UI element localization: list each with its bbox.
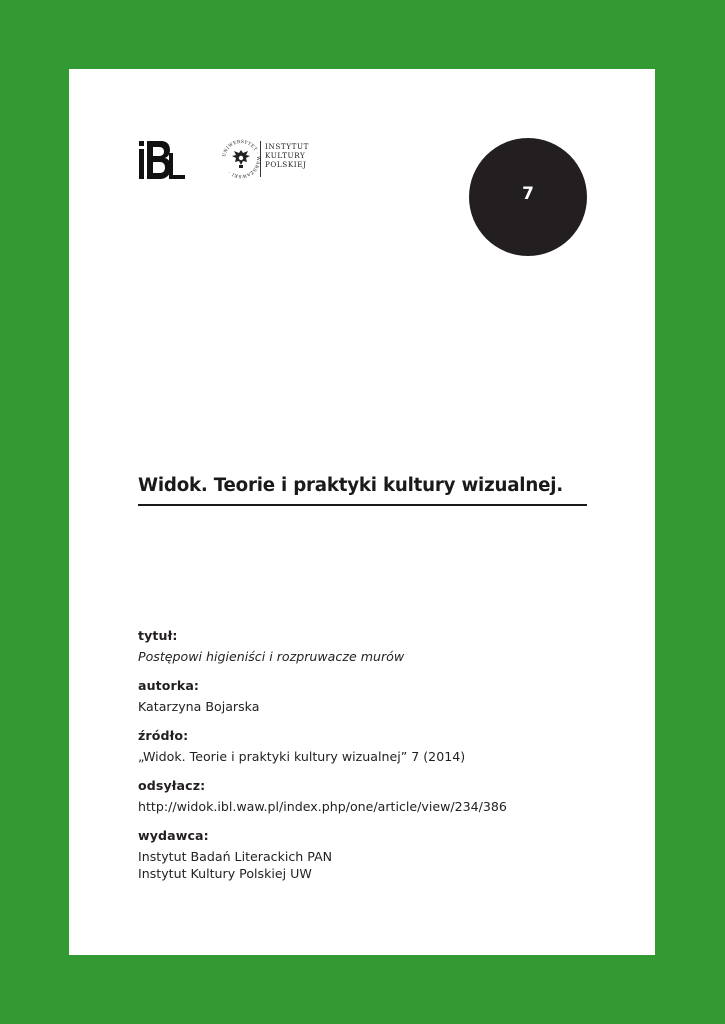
university-institute-logo	[219, 137, 319, 181]
institute-line-3: POLSKIEJ	[265, 159, 307, 169]
document-sheet	[69, 69, 655, 955]
source-label: źródło:	[138, 728, 189, 743]
logo-divider	[260, 141, 261, 177]
title-underline	[138, 504, 587, 506]
source-value: „Widok. Teorie i praktyki kultury wizualnej” 7 (2014)	[138, 749, 466, 764]
title-label: tytuł:	[138, 628, 178, 643]
article-link[interactable]: http://widok.ibl.waw.pl/index.php/one/article/view/234/386	[138, 799, 507, 814]
meta-publisher	[138, 828, 638, 882]
article-metadata	[138, 628, 638, 882]
svg-text:UNIWERSYTET · WARSZAWSKI ·: UNIWERSYTET · WARSZAWSKI ·	[222, 139, 261, 179]
publisher-label: wydawca:	[138, 828, 209, 843]
meta-link	[138, 778, 638, 815]
publisher-line-2: Instytut Kultury Polskiej UW	[138, 866, 312, 881]
meta-author	[138, 678, 638, 715]
institute-name	[265, 143, 309, 169]
meta-source	[138, 728, 638, 765]
ibl-logo	[139, 141, 185, 179]
title-value: Postępowi higieniści i rozpruwacze murów	[138, 649, 405, 664]
link-label: odsyłacz:	[138, 778, 206, 793]
issue-number: 7	[522, 184, 534, 204]
author-value: Katarzyna Bojarska	[138, 699, 260, 714]
issue-number-badge	[469, 138, 587, 256]
university-seal-icon	[219, 137, 263, 181]
institute-line-2: KULTURY	[265, 150, 306, 160]
meta-title	[138, 628, 638, 665]
publisher-line-1: Instytut Badań Literackich PAN	[138, 849, 333, 864]
author-label: autorka:	[138, 678, 200, 693]
institute-line-1: INSTYTUT	[265, 142, 310, 151]
journal-title: Widok. Teorie i praktyki kultury wizualnej.	[138, 475, 563, 496]
